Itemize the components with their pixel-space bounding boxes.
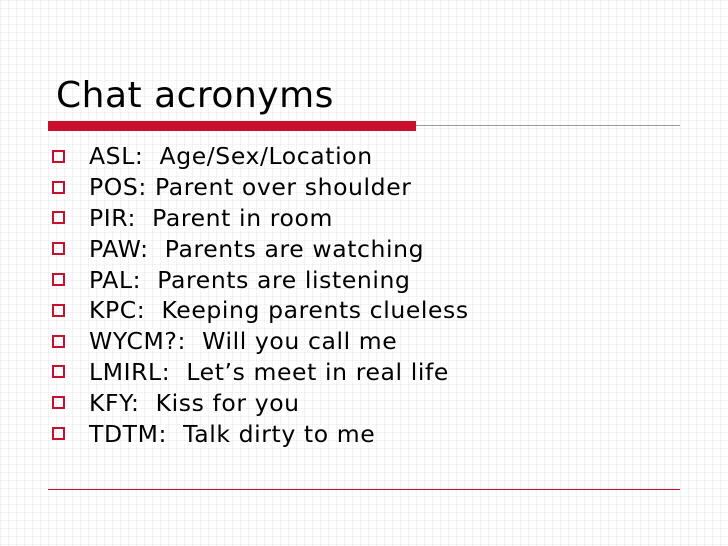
list-item-text: PAL: Parents are listening bbox=[89, 265, 411, 294]
square-bullet-icon bbox=[52, 242, 65, 255]
title-divider-line bbox=[416, 125, 680, 126]
list-item bbox=[50, 233, 469, 264]
list-item-text: LMIRL: Let’s meet in real life bbox=[89, 357, 449, 386]
square-bullet-icon bbox=[52, 396, 65, 409]
list-item-text: KPC: Keeping parents clueless bbox=[89, 296, 469, 325]
list-item bbox=[50, 357, 469, 388]
list-item-text: POS: Parent over shoulder bbox=[89, 173, 412, 202]
square-bullet-icon bbox=[52, 335, 65, 348]
square-bullet-icon bbox=[52, 181, 65, 194]
list-item bbox=[50, 295, 469, 326]
list-item bbox=[50, 326, 469, 357]
square-bullet-icon bbox=[52, 150, 65, 163]
list-item-text: ASL: Age/Sex/Location bbox=[89, 142, 373, 171]
square-bullet-icon bbox=[52, 304, 65, 317]
list-item bbox=[50, 141, 469, 172]
title-accent-bar bbox=[48, 121, 416, 131]
list-item-text: TDTM: Talk dirty to me bbox=[89, 419, 376, 448]
list-item bbox=[50, 387, 469, 418]
list-item-text: KFY: Kiss for you bbox=[89, 388, 300, 417]
list-item-text: PAW: Parents are watching bbox=[89, 234, 425, 263]
square-bullet-icon bbox=[52, 427, 65, 440]
list-item bbox=[50, 418, 469, 449]
list-item bbox=[50, 172, 469, 203]
list-item-text: WYCM?: Will you call me bbox=[89, 327, 398, 356]
list-item bbox=[50, 264, 469, 295]
square-bullet-icon bbox=[52, 211, 65, 224]
list-item bbox=[50, 203, 469, 234]
footer-divider-line bbox=[48, 489, 680, 490]
list-item-text: PIR: Parent in room bbox=[89, 203, 333, 232]
slide-title: Chat acronyms bbox=[56, 75, 334, 116]
square-bullet-icon bbox=[52, 273, 65, 286]
acronym-list bbox=[50, 141, 469, 449]
square-bullet-icon bbox=[52, 365, 65, 378]
